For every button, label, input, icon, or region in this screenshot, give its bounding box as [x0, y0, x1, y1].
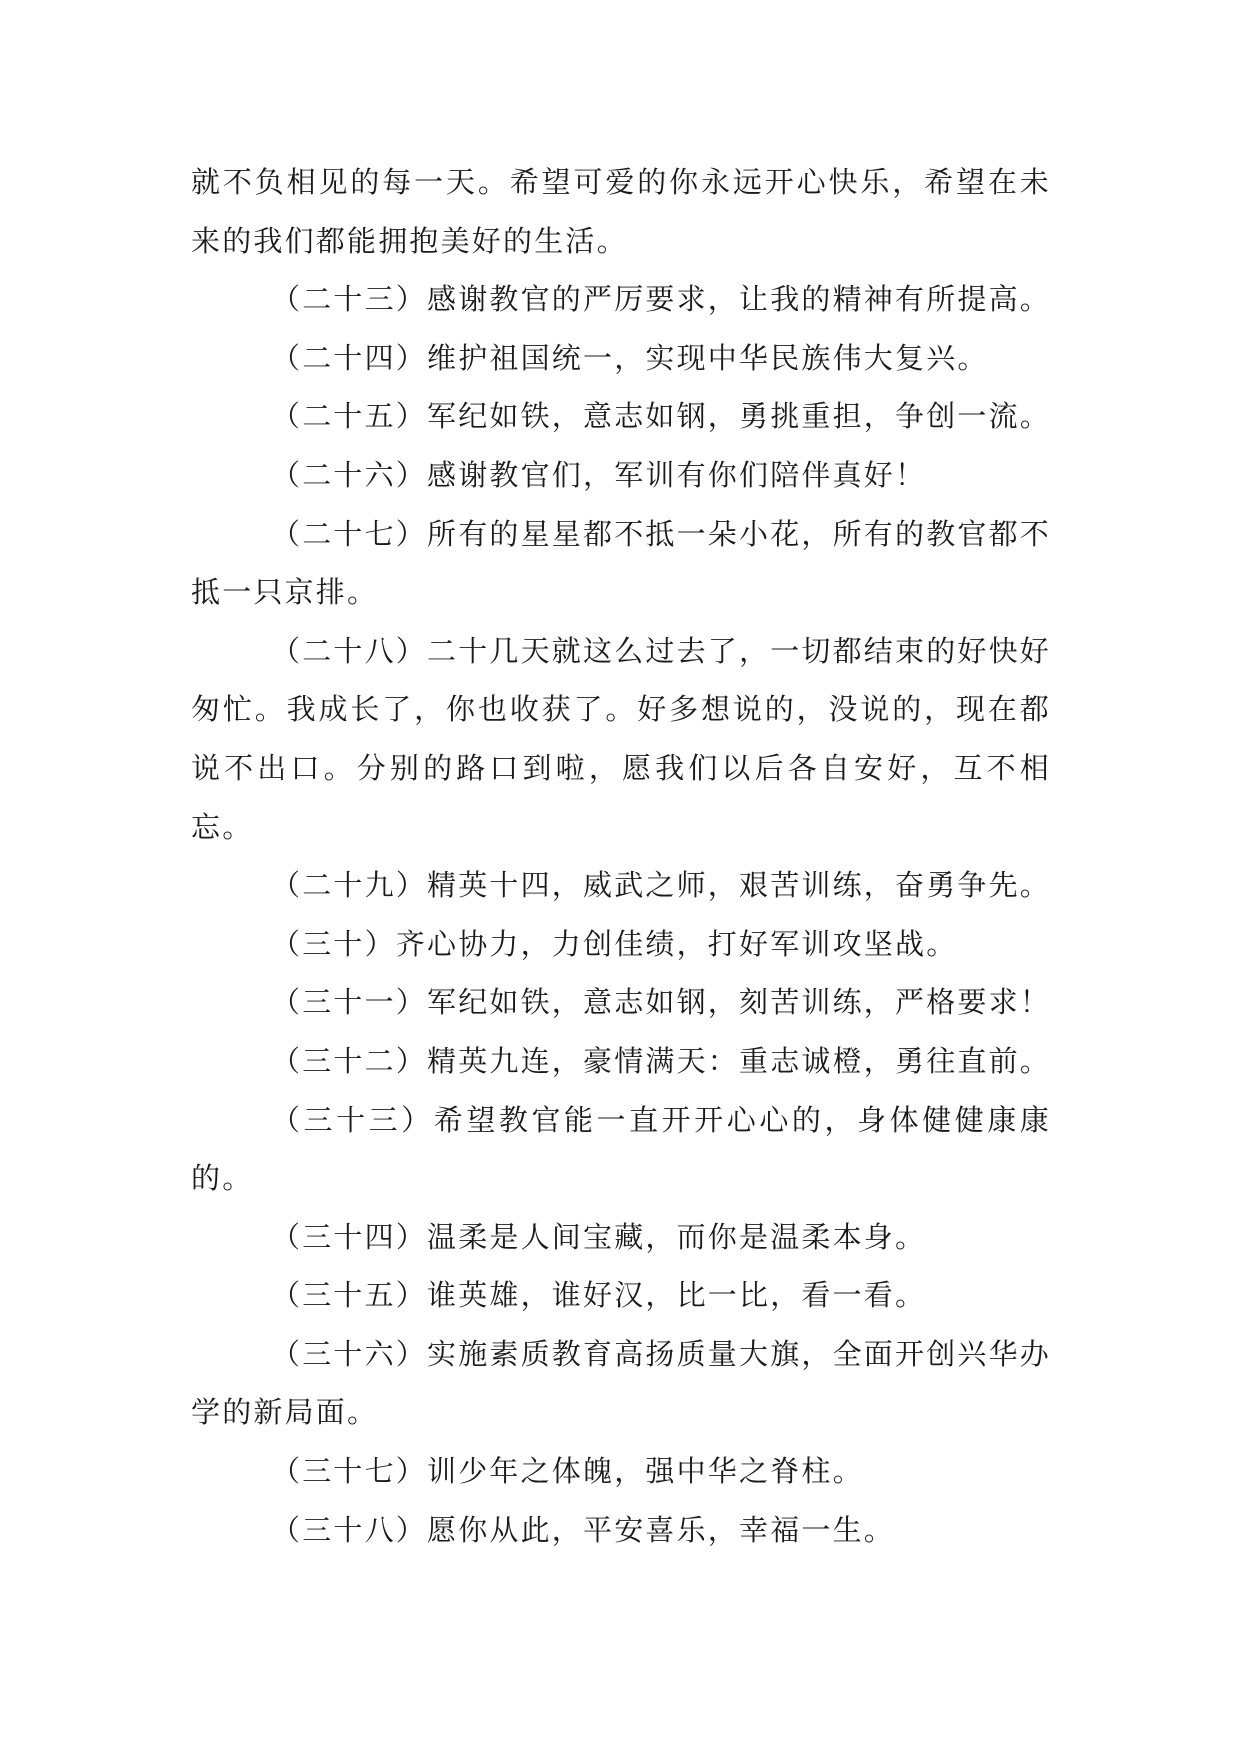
- paragraph-35: （三十五）谁英雄，谁好汉，比一比，看一看。: [271, 1278, 927, 1313]
- paragraph-23: （二十三）感谢教官的严厉要求，让我的精神有所提高。: [271, 282, 1052, 317]
- paragraph-34: （三十四）温柔是人间宝藏，而你是温柔本身。: [271, 1219, 927, 1254]
- paragraph-28: （二十八）二十几天就这么过去了，一切都结束的好快好匆忙。我成长了，你也收获了。好多想说的，没说的，现在都说不出口。分别的路口到啦，愿我们以后各自安好，互不相忘。: [191, 633, 1052, 844]
- paragraph-27: （二十七）所有的星星都不抵一朵小花，所有的教官都不抵一只京排。: [191, 516, 1052, 610]
- paragraph-32: （三十二）精英九连，豪情满天：重志诚橙，勇往直前。: [271, 1043, 1052, 1078]
- document-body: [191, 153, 1051, 1559]
- paragraph-36: （三十六）实施素质教育高扬质量大旗，全面开创兴华办学的新局面。: [191, 1336, 1052, 1430]
- paragraph-24: （二十四）维护祖国统一，实现中华民族伟大复兴。: [271, 340, 989, 375]
- paragraph-33: （三十三）希望教官能一直开开心心的，身体健健康康的。: [191, 1102, 1051, 1196]
- paragraph-38: （三十八）愿你从此，平安喜乐，幸福一生。: [271, 1512, 896, 1547]
- paragraph-31: （三十一）军纪如铁，意志如钢，刻苦训练，严格要求！: [271, 985, 1052, 1020]
- paragraph-continued: 就不负相见的每一天。希望可爱的你永远开心快乐，希望在未来的我们都能拥抱美好的生活。: [191, 165, 1051, 258]
- paragraph-25: （二十五）军纪如铁，意志如钢，勇挑重担，争创一流。: [271, 399, 1052, 434]
- paragraph-30: （三十）齐心协力，力创佳绩，打好军训攻坚战。: [271, 926, 958, 961]
- paragraph-29: （二十九）精英十四，威武之师，艰苦训练，奋勇争先。: [271, 868, 1052, 903]
- paragraph-26: （二十六）感谢教官们，军训有你们陪伴真好！: [271, 457, 927, 492]
- paragraph-37: （三十七）训少年之体魄，强中华之脊柱。: [271, 1454, 864, 1489]
